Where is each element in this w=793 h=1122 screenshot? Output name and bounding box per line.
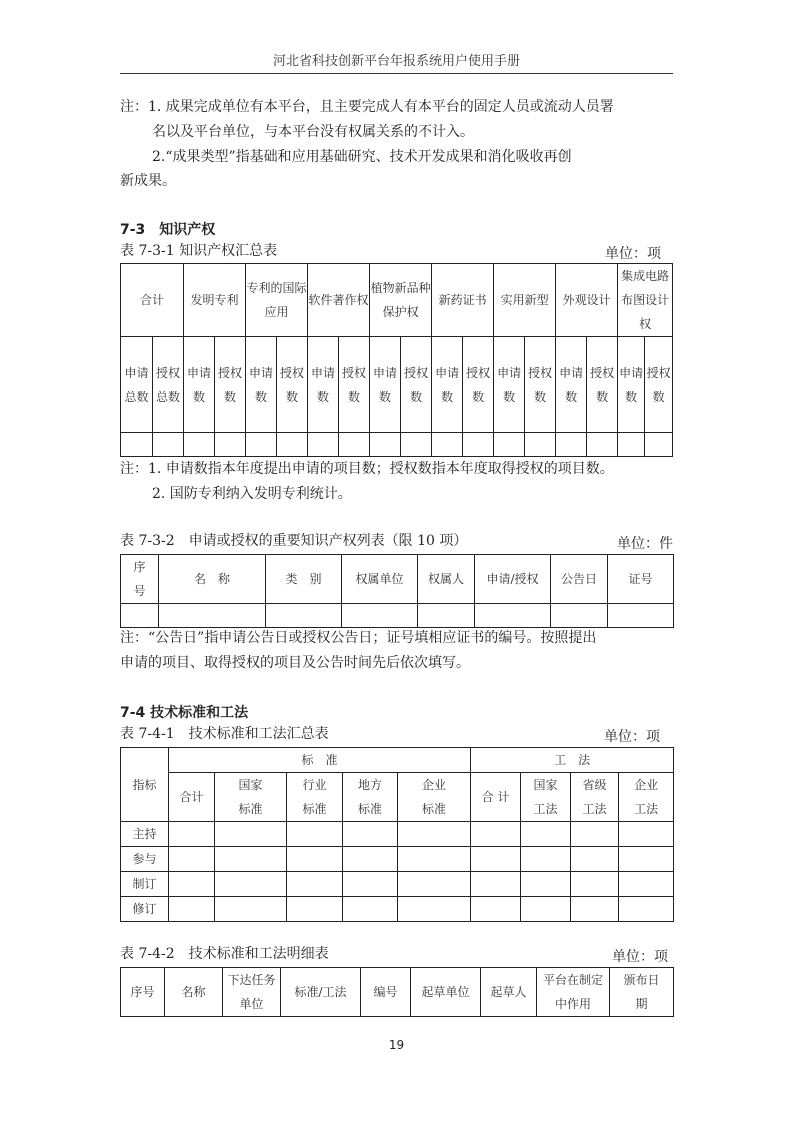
- table-caption: 表 7-4-1 技术标准和工法汇总表: [120, 726, 329, 742]
- note-line: 注：“公告日”指申请公告日或授权公告日；证号填相应证书的编号。按照提出: [120, 630, 597, 646]
- header-cell: 软件著作权: [308, 264, 370, 337]
- data-cell[interactable]: [521, 872, 571, 897]
- subheader-cell: 授权数: [277, 337, 308, 433]
- data-cell[interactable]: [266, 604, 342, 628]
- data-cell[interactable]: [556, 433, 587, 457]
- header-cell: 权属单位: [342, 555, 418, 604]
- ip-list-table: [120, 554, 674, 628]
- data-cell[interactable]: [471, 847, 521, 872]
- data-cell[interactable]: [521, 847, 571, 872]
- subheader-cell: 申请总数: [121, 337, 153, 433]
- data-cell[interactable]: [521, 822, 571, 847]
- row-label: 制订: [121, 872, 169, 897]
- subheader-cell: 授权数: [587, 337, 618, 433]
- header-cell: 企业工法: [619, 773, 674, 822]
- data-cell[interactable]: [246, 433, 277, 457]
- data-cell[interactable]: [169, 822, 215, 847]
- table-unit: 单位：项: [605, 246, 661, 262]
- row-label: 参与: [121, 847, 169, 872]
- header-cell: 下达任务单位: [223, 968, 281, 1017]
- data-cell[interactable]: [618, 433, 645, 457]
- header-cell: 序号: [121, 555, 159, 604]
- data-cell[interactable]: [619, 847, 674, 872]
- header-cell: 名称: [165, 968, 223, 1017]
- note-line: 注：1. 成果完成单位有本平台，且主要完成人有本平台的固定人员或流动人员署: [120, 99, 614, 115]
- header-cell: 发明专利: [184, 264, 246, 337]
- data-cell[interactable]: [571, 847, 619, 872]
- header-cell: 专利的国际应用: [246, 264, 308, 337]
- header-cell: 编号: [361, 968, 411, 1017]
- header-cell: 实用新型: [494, 264, 556, 337]
- subheader-cell: 授权数: [215, 337, 246, 433]
- data-cell[interactable]: [343, 897, 398, 922]
- header-cell: 颁布日期: [610, 968, 674, 1017]
- data-cell[interactable]: [169, 872, 215, 897]
- data-cell[interactable]: [619, 822, 674, 847]
- data-cell[interactable]: [398, 872, 471, 897]
- table-caption: 表 7-4-2 技术标准和工法明细表: [120, 946, 329, 962]
- data-cell[interactable]: [551, 604, 608, 628]
- subheader-cell: 申请数: [246, 337, 277, 433]
- note-line: 新成果。: [120, 173, 176, 189]
- header-cell: 国家标准: [215, 773, 287, 822]
- data-cell[interactable]: [121, 604, 159, 628]
- subheader-cell: 授权数: [645, 337, 673, 433]
- data-cell[interactable]: [587, 433, 618, 457]
- data-cell[interactable]: [159, 604, 266, 628]
- data-cell[interactable]: [398, 822, 471, 847]
- data-cell[interactable]: [215, 872, 287, 897]
- data-cell[interactable]: [215, 433, 246, 457]
- data-cell[interactable]: [471, 872, 521, 897]
- standards-detail-table: [120, 967, 674, 1017]
- data-cell[interactable]: [121, 433, 153, 457]
- note-line: 申请的项目、取得授权的项目及公告时间先后依次填写。: [120, 655, 470, 671]
- data-cell[interactable]: [418, 604, 475, 628]
- data-cell[interactable]: [571, 822, 619, 847]
- subheader-cell: 申请数: [184, 337, 215, 433]
- group-header: 标 准: [169, 748, 471, 773]
- subheader-cell: 授权数: [463, 337, 494, 433]
- data-cell[interactable]: [398, 847, 471, 872]
- table-unit: 单位：项: [604, 729, 660, 745]
- header-cell: 合计: [121, 264, 184, 337]
- note-line: 2.“成果类型”指基础和应用基础研究、技术开发成果和消化吸收再创: [152, 149, 572, 165]
- header-cell: 序号: [121, 968, 165, 1017]
- data-cell[interactable]: [287, 897, 343, 922]
- data-cell[interactable]: [571, 872, 619, 897]
- subheader-cell: 申请数: [618, 337, 645, 433]
- data-cell[interactable]: [169, 897, 215, 922]
- subheader-cell: 申请数: [308, 337, 339, 433]
- subheader-cell: 申请数: [370, 337, 401, 433]
- data-cell[interactable]: [343, 872, 398, 897]
- header-divider: [120, 73, 673, 74]
- page-header: 河北省科技创新平台年报系统用户使用手册: [272, 54, 520, 69]
- data-cell[interactable]: [343, 847, 398, 872]
- header-cell: 标准/工法: [281, 968, 361, 1017]
- header-cell: 权属人: [418, 555, 475, 604]
- header-cell: 行业标准: [287, 773, 343, 822]
- header-cell: 集成电路布图设计权: [618, 264, 673, 337]
- data-cell[interactable]: [215, 897, 287, 922]
- data-cell[interactable]: [398, 897, 471, 922]
- row-label: 主持: [121, 822, 169, 847]
- table-unit: 单位：件: [617, 536, 673, 552]
- header-cell: 起草人: [481, 968, 537, 1017]
- table-caption: 表 7-3-1 知识产权汇总表: [120, 243, 278, 259]
- header-cell: 名 称: [159, 555, 266, 604]
- subheader-cell: 申请数: [494, 337, 525, 433]
- subheader-cell: 申请数: [556, 337, 587, 433]
- subheader-cell: 授权数: [339, 337, 370, 433]
- note-line: 注：1. 申请数指本年度提出申请的项目数；授权数指本年度取得授权的项目数。: [120, 461, 614, 477]
- note-line: 2. 国防专利纳入发明专利统计。: [152, 486, 352, 502]
- corner-cell: 指标: [121, 748, 169, 822]
- header-cell: 省级工法: [571, 773, 619, 822]
- header-cell: 国家工法: [521, 773, 571, 822]
- header-cell: 申请/授权: [475, 555, 551, 604]
- data-cell[interactable]: [525, 433, 556, 457]
- subheader-cell: 授权总数: [153, 337, 184, 433]
- header-cell: 公告日: [551, 555, 608, 604]
- note-line: 名以及平台单位，与本平台没有权属关系的不计入。: [152, 124, 474, 140]
- header-cell: 新药证书: [432, 264, 494, 337]
- data-cell[interactable]: [277, 433, 308, 457]
- data-cell[interactable]: [215, 822, 287, 847]
- data-cell[interactable]: [343, 822, 398, 847]
- section-heading-7-3: 7-3 知识产权: [120, 222, 216, 238]
- header-cell: 地方标准: [343, 773, 398, 822]
- header-cell: 外观设计: [556, 264, 618, 337]
- data-cell[interactable]: [401, 433, 432, 457]
- header-cell: 合计: [169, 773, 215, 822]
- header-cell: 合 计: [471, 773, 521, 822]
- data-cell[interactable]: [494, 433, 525, 457]
- table-unit: 单位：项: [612, 949, 668, 965]
- header-cell: 植物新品种保护权: [370, 264, 432, 337]
- data-cell[interactable]: [608, 604, 674, 628]
- data-cell[interactable]: [169, 847, 215, 872]
- data-cell[interactable]: [463, 433, 494, 457]
- data-cell[interactable]: [432, 433, 463, 457]
- data-cell[interactable]: [619, 872, 674, 897]
- data-cell[interactable]: [571, 897, 619, 922]
- table-caption: 表 7-3-2 申请或授权的重要知识产权列表（限 10 项）: [120, 533, 468, 549]
- subheader-cell: 授权数: [401, 337, 432, 433]
- data-cell[interactable]: [521, 897, 571, 922]
- header-cell: 起草单位: [411, 968, 481, 1017]
- data-cell[interactable]: [215, 847, 287, 872]
- data-cell[interactable]: [287, 822, 343, 847]
- data-cell[interactable]: [471, 897, 521, 922]
- row-label: 修订: [121, 897, 169, 922]
- data-cell[interactable]: [370, 433, 401, 457]
- group-header: 工 法: [471, 748, 674, 773]
- data-cell[interactable]: [308, 433, 339, 457]
- data-cell[interactable]: [153, 433, 184, 457]
- section-heading-7-4: 7-4 技术标准和工法: [120, 705, 249, 721]
- data-cell[interactable]: [475, 604, 551, 628]
- data-cell[interactable]: [645, 433, 673, 457]
- data-cell[interactable]: [342, 604, 418, 628]
- header-cell: 企业标准: [398, 773, 471, 822]
- header-cell: 证号: [608, 555, 674, 604]
- subheader-cell: 申请数: [432, 337, 463, 433]
- data-cell[interactable]: [184, 433, 215, 457]
- data-cell[interactable]: [619, 897, 674, 922]
- subheader-cell: 授权数: [525, 337, 556, 433]
- header-cell: 平台在制定中作用: [537, 968, 610, 1017]
- standards-summary-table: [120, 747, 674, 922]
- data-cell[interactable]: [339, 433, 370, 457]
- page-number: 19: [388, 1038, 405, 1052]
- ip-summary-table: [120, 263, 673, 457]
- header-cell: 类 别: [266, 555, 342, 604]
- data-cell[interactable]: [471, 822, 521, 847]
- data-cell[interactable]: [287, 872, 343, 897]
- data-cell[interactable]: [287, 847, 343, 872]
